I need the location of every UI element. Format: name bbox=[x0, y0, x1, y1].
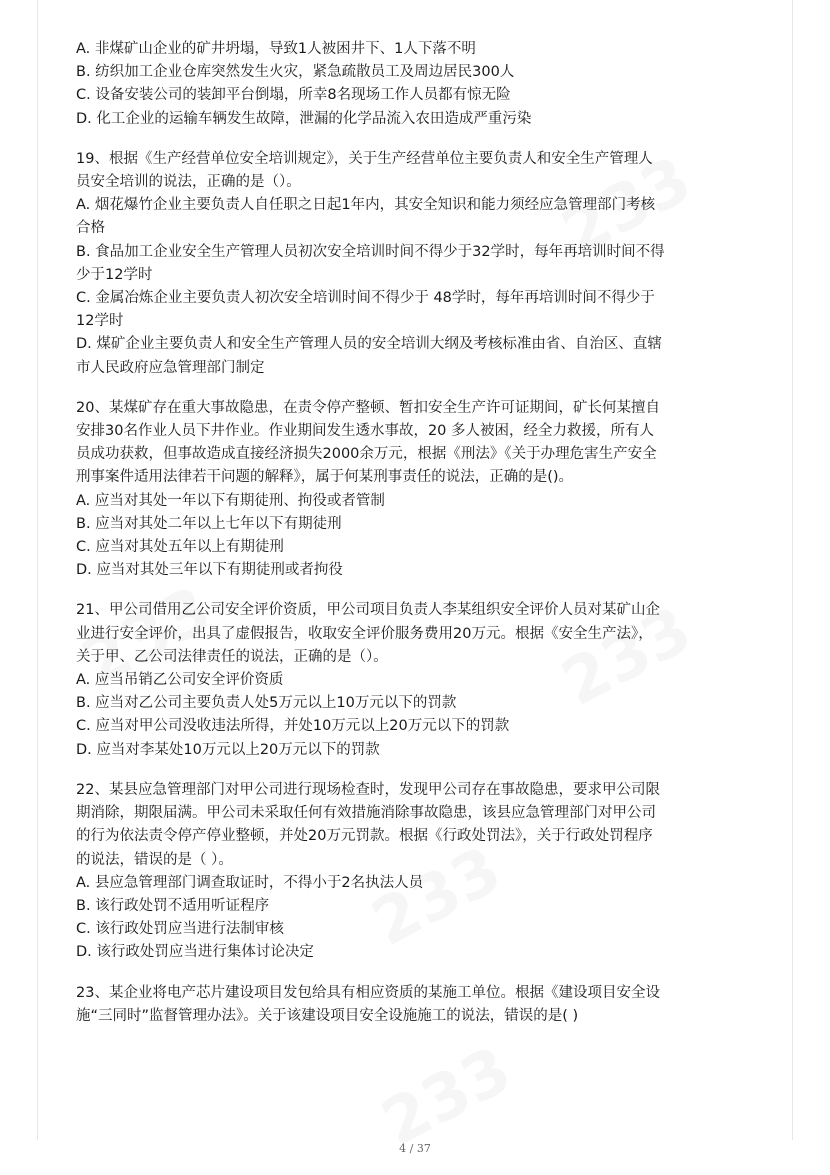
page-border-right bbox=[792, 0, 793, 1140]
question-line: 关于甲、乙公司法律责任的说法，正确的是（）。 bbox=[76, 648, 388, 665]
option-line: A. 应当吊销乙公司安全评价资质 bbox=[76, 672, 284, 689]
option-line: D. 该行政处罚应当进行集体讨论决定 bbox=[76, 944, 314, 961]
question-line: 的说法，错误的是（ ）。 bbox=[76, 851, 233, 868]
option-line: C. 应当对甲公司没收违法所得，并处10万元以上20万元以下的罚款 bbox=[76, 718, 510, 735]
question-line: 23、某企业将电产芯片建设项目发包给具有相应资质的某施工单位。根据《建设项目安全设 bbox=[76, 984, 660, 1001]
page-indicator: 4 / 37 bbox=[399, 1142, 431, 1155]
option-line: B. 应当对其处二年以上七年以下有期徒刑 bbox=[76, 515, 342, 532]
option-line: D. 化工企业的运输车辆发生故障，泄漏的化学品流入农田造成严重污染 bbox=[76, 110, 532, 127]
question-line: 21、甲公司借用乙公司安全评价资质，甲公司项目负责人李某组织安全评价人员对某矿山企 bbox=[76, 602, 660, 619]
question-line: 22、某县应急管理部门对甲公司进行现场检查时，发现甲公司存在事故隐患，要求甲公司限 bbox=[76, 781, 660, 798]
question-20 bbox=[76, 397, 762, 583]
question-22 bbox=[76, 779, 762, 965]
option-line: 少于12学时 bbox=[76, 266, 153, 283]
question-line: 施“三同时”监督管理办法》。关于该建设项目安全设施施工的说法，错误的是( ) bbox=[76, 1007, 579, 1024]
document-body bbox=[76, 38, 762, 1028]
option-line: C. 该行政处罚应当进行法制审核 bbox=[76, 921, 284, 938]
option-line: D. 应当对李某处10万元以上20万元以下的罚款 bbox=[76, 741, 380, 758]
option-line: C. 设备安装公司的装卸平台倒塌，所幸8名现场工作人员都有惊无险 bbox=[76, 87, 511, 104]
question-21 bbox=[76, 599, 762, 761]
option-line: B. 纺织加工企业仓库突然发生火灾，紧急疏散员工及周边居民300人 bbox=[76, 64, 515, 81]
option-line: 12学时 bbox=[76, 313, 124, 330]
option-line: A. 应当对其处一年以下有期徒刑、拘役或者管制 bbox=[76, 492, 385, 509]
question-line: 业进行安全评价，出具了虚假报告，收取安全评价服务费用20万元。根据《安全生产法》， bbox=[76, 625, 653, 642]
option-line: 合格 bbox=[76, 220, 105, 237]
option-line: A. 县应急管理部门调查取证时，不得小于2名执法人员 bbox=[76, 874, 424, 891]
question-line: 期消除，期限届满。甲公司未采取任何有效措施消除事故隐患，该县应急管理部门对甲公司 bbox=[76, 805, 656, 822]
page-border-left bbox=[37, 0, 38, 1140]
question-line: 刑事案件适用法律若干问题的解释》，属于何某刑事责任的说法，正确的是()。 bbox=[76, 469, 574, 486]
question-line: 20、某煤矿存在重大事故隐患，在责令停产整顿、暂扣安全生产许可证期间，矿长何某擅自 bbox=[76, 399, 660, 416]
question-18-options bbox=[76, 38, 762, 131]
option-line: B. 该行政处罚不适用听证程序 bbox=[76, 897, 270, 914]
option-line: D. 应当对其处三年以下有期徒刑或者拘役 bbox=[76, 562, 343, 579]
option-line: B. 应当对乙公司主要负责人处5万元以上10万元以下的罚款 bbox=[76, 695, 457, 712]
option-line: 市人民政府应急管理部门制定 bbox=[76, 359, 265, 376]
question-line: 的行为依法责令停产停业整顿，并处20万元罚款。根据《行政处罚法》，关于行政处罚程序 bbox=[76, 828, 653, 845]
option-line: C. 应当对其处五年以上有期徒刑 bbox=[76, 539, 284, 556]
question-line: 员成功获救，但事故造成直接经济损失2000余万元，根据《刑法》《关于办理危害生产安全 bbox=[76, 446, 657, 463]
question-23 bbox=[76, 982, 762, 1028]
question-line: 安排30名作业人员下井作业。作业期间发生透水事故，20 多人被困，经全力救援，所有人 bbox=[76, 423, 655, 440]
question-19 bbox=[76, 148, 762, 380]
option-line: C. 金属冶炼企业主要负责人初次安全培训时间不得少于 48学时，每年再培训时间不得少于 bbox=[76, 290, 655, 307]
option-line: A. 非煤矿山企业的矿井坍塌，导致1人被困井下、1人下落不明 bbox=[76, 41, 476, 57]
question-line: 19、根据《生产经营单位安全培训规定》，关于生产经营单位主要负责人和安全生产管理人 bbox=[76, 150, 653, 167]
option-line: A. 烟花爆竹企业主要负责人自任职之日起1年内，其安全知识和能力须经应急管理部门考核 bbox=[76, 197, 656, 214]
option-line: D. 煤矿企业主要负责人和安全生产管理人员的安全培训大纲及考核标准由省、自治区、直辖 bbox=[76, 336, 662, 353]
question-line: 员安全培训的说法，正确的是（）。 bbox=[76, 174, 301, 191]
option-line: B. 食品加工企业安全生产管理人员初次安全培训时间不得少于32学时，每年再培训时间不得 bbox=[76, 243, 665, 260]
